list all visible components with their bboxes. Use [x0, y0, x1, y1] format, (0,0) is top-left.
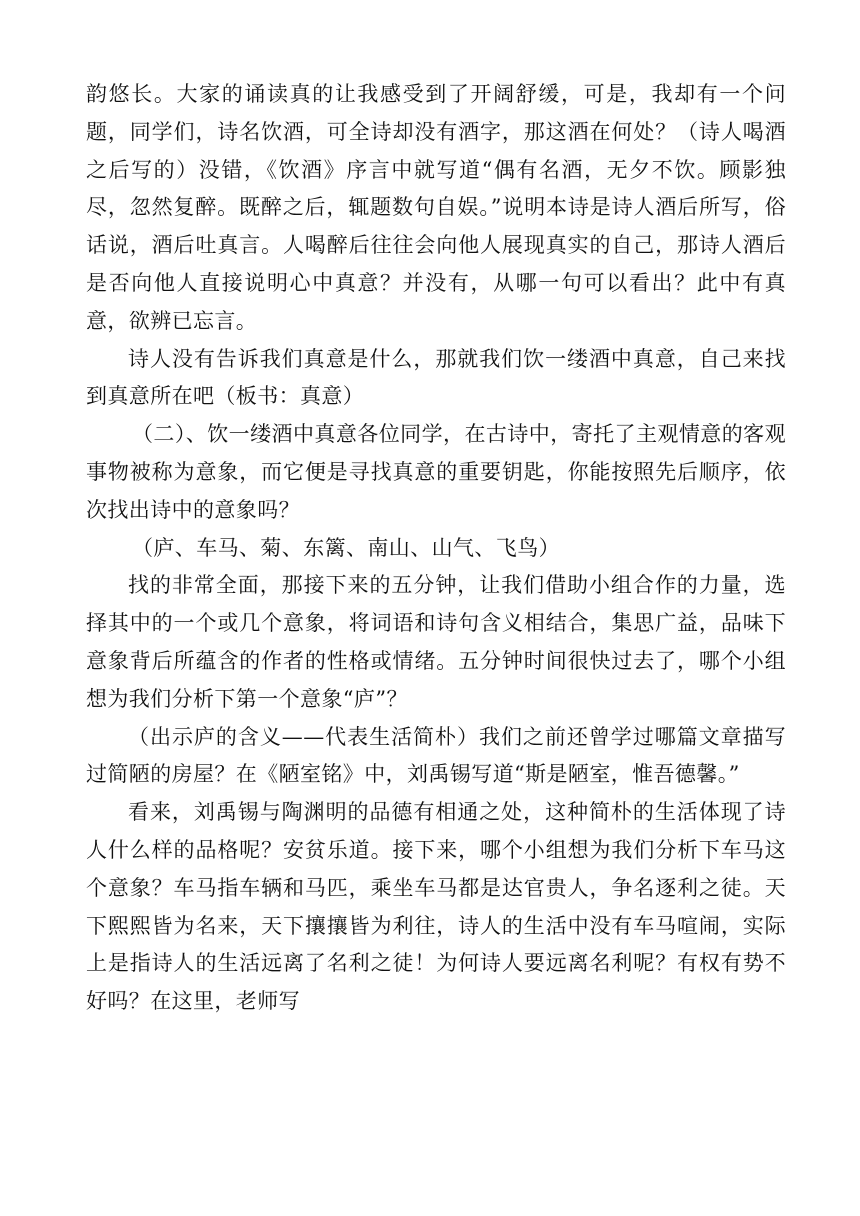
document-body — [86, 76, 786, 1021]
paragraph-3: （二）、饮一缕酒中真意各位同学，在古诗中，寄托了主观情意的客观事物被称为意象，而它便是寻找真意的重要钥匙，你能按照先后顺序，依次找出诗中的意象吗？ — [86, 422, 786, 522]
paragraph-2: 诗人没有告诉我们真意是什么，那就我们饮一缕酒中真意，自己来找到真意所在吧（板书：真意） — [86, 346, 786, 409]
paragraph-4: （庐、车马、菊、东篱、南山、山气、飞鸟） — [132, 535, 560, 560]
paragraph-5: 找的非常全面，那接下来的五分钟，让我们借助小组合作的力量，选择其中的一个或几个意象，将词语和诗句含义相结合，集思广益，品味下意象背后所蕴含的作者的性格或情绪。五分钟时间很快过去了，哪个小组想为我们分析下第一个意象“庐”？ — [86, 573, 786, 711]
paragraph-7: 看来，刘禹锡与陶渊明的品德有相通之处，这种简朴的生活体现了诗人什么样的品格呢？安贫乐道。接下来，哪个小组想为我们分析下车马这个意象？车马指车辆和马匹，乘坐车马都是达官贵人，争名逐利之徒。天下熙熙皆为名来，天下攘攘皆为利往，诗人的生活中没有车马喧闹，实际上是指诗人的生活远离了名利之徒！为何诗人要远离名利呢？有权有势不好吗？在这里，老师写 — [86, 800, 786, 1014]
paragraph-1: 韵悠长。大家的诵读真的让我感受到了开阔舒缓，可是，我却有一个问题，同学们，诗名饮酒，可全诗却没有酒字，那这酒在何处？（诗人喝酒之后写的）没错，《饮酒》序言中就写道“偶有名酒，无夕不饮。顾影独尽，忽然复醉。既醉之后，辄题数句自娱。”说明本诗是诗人酒后所写，俗话说，酒后吐真言。人喝醉后往往会向他人展现真实的自己，那诗人酒后是否向他人直接说明心中真意？并没有，从哪一句可以看出？此中有真意，欲辨已忘言。 — [86, 82, 786, 333]
paragraph-6: （出示庐的含义——代表生活简朴）我们之前还曾学过哪篇文章描写过简陋的房屋？在《陋室铭》中，刘禹锡写道“斯是陋室，惟吾德馨。” — [86, 724, 786, 787]
